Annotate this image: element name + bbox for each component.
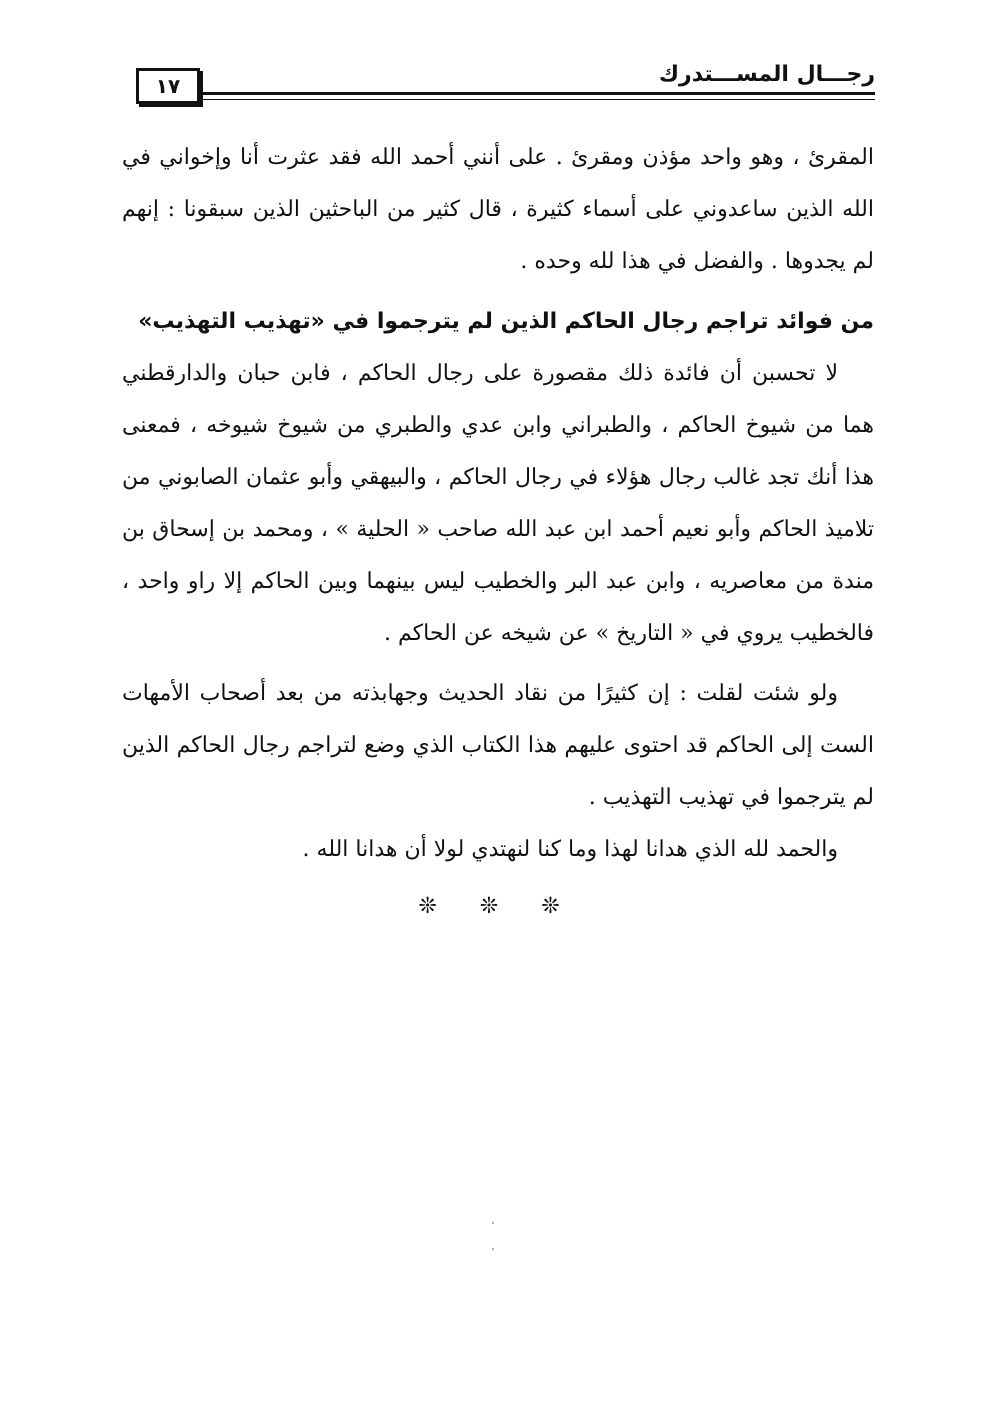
paragraph-3: ولو شئت لقلت : إن كثيرًا من نقاد الحديث وجهابذته من بعد أصحاب الأمهات الست إلى الحاكم قد احتوى عليهم هذا الكتاب الذي وضع لتراجم رجال الحاكم الذين لم يترجموا في تهذيب التهذيب .	[122, 681, 874, 810]
page-header	[130, 62, 875, 106]
page-number-box	[136, 68, 200, 104]
spacer	[122, 660, 874, 668]
paragraph-2: لا تحسبن أن فائدة ذلك مقصورة على رجال الحاكم ، فابن حبان والدارقطني هما من شيوخ الحاكم ، والطبراني وابن عدي والطبري من شيوخ شيوخه ، فمعنى هذا أنك تجد غالب رجال هؤلاء في رجال الحاكم ، والبيهقي وأبو عثمان الصابوني من تلاميذ الحاكم وأبو نعيم أحمد ابن عبد الله صاحب « الحلية » ، ومحمد بن إسحاق بن مندة من معاصريه ، وابن عبد البر والخطيب ليس بينهما وبين الحاكم إلا راو واحد ، فالخطيب يروي في « التاريخ » عن شيخه عن الحاكم .	[122, 361, 874, 646]
running-title: رجـــال المســـتدرك	[658, 62, 875, 87]
body-text	[122, 132, 874, 919]
paragraph-1: المقرئ ، وهو واحد مؤذن ومقرئ . على أنني أحمد الله فقد عثرت أنا وإخواني في الله الذين ساعدوني على أسماء كثيرة ، قال كثير من الباحثين الذين سبقونا : إنهم لم يجدوها . والفضل في هذا لله وحده .	[122, 145, 874, 274]
scan-speck	[492, 1248, 494, 1250]
header-rule-thick	[200, 92, 875, 95]
section-heading: من فوائد تراجم رجال الحاكم الذين لم يترجموا في «تهذيب التهذيب»	[138, 309, 874, 334]
spacer	[122, 288, 874, 296]
paragraph-4: والحمد لله الذي هدانا لهذا وما كنا لنهتدي لولا أن هدانا الله .	[302, 837, 838, 862]
page-number: ١٧	[155, 74, 181, 98]
section-separator: ❊ ❊ ❊	[418, 894, 578, 919]
header-rule-thin	[200, 99, 875, 100]
scan-speck	[492, 1222, 494, 1224]
